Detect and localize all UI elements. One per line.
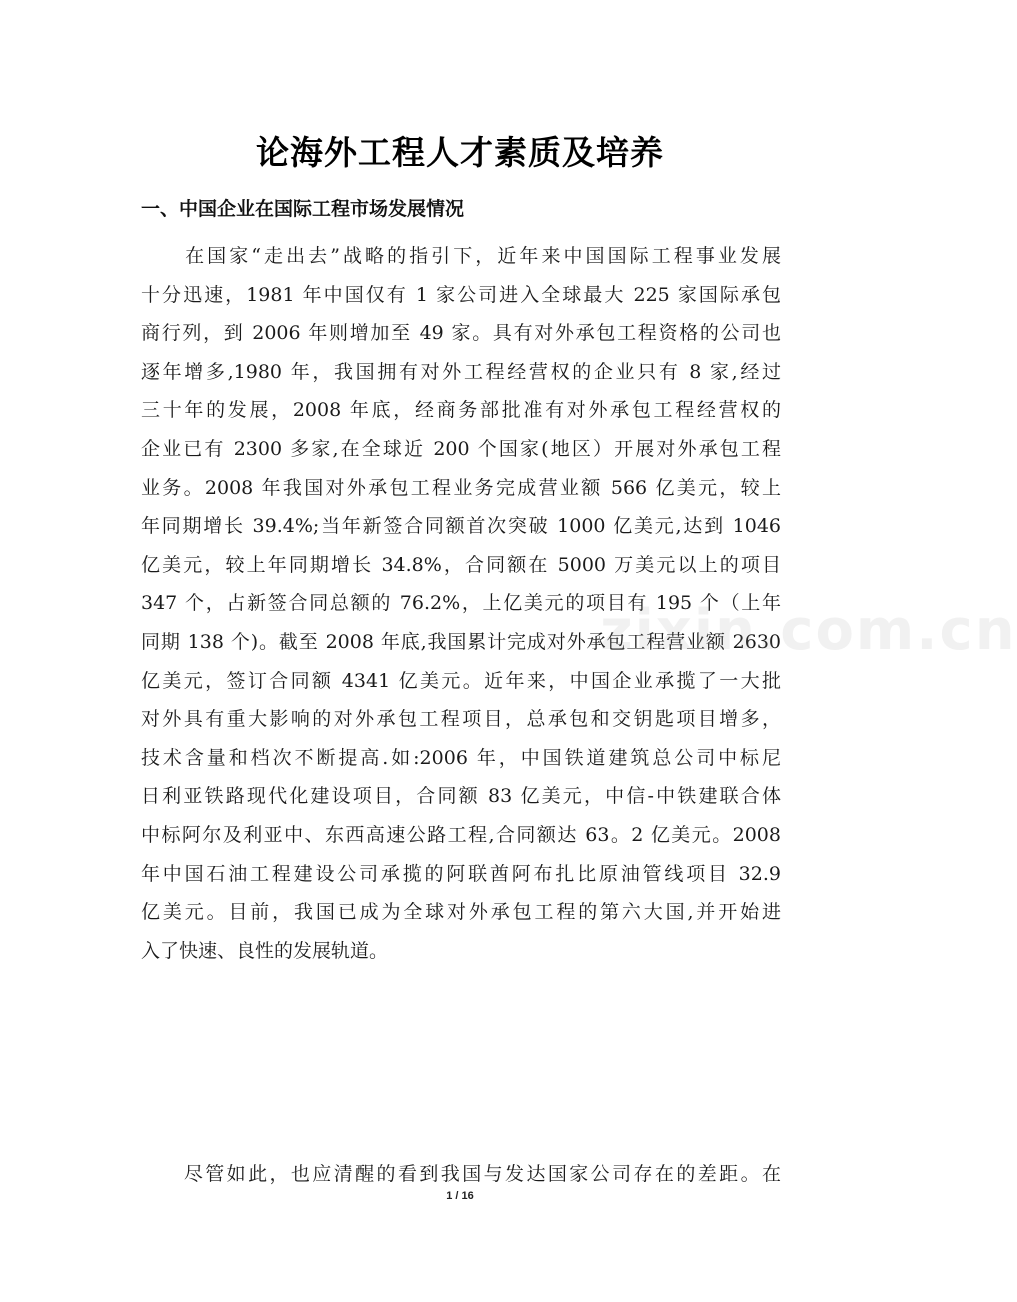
- paragraph-1: [141, 237, 781, 970]
- section-heading: 一、中国企业在国际工程市场发展情况: [141, 198, 465, 220]
- paragraph-line: 亿美元。目前，我国已成为全球对外承包工程的第六大国,并开始进: [141, 901, 781, 924]
- paragraph-line: 同期 138 个)。截至 2008 年底,我国累计完成对外承包工程营业额 2630: [141, 630, 781, 653]
- paragraph-line: 对外具有重大影响的对外承包工程项目，总承包和交钥匙项目增多，: [141, 708, 781, 731]
- paragraph-line: 尽管如此，也应清醒的看到我国与发达国家公司存在的差距。在: [141, 1163, 781, 1185]
- paragraph-line: 亿美元，签订合同额 4341 亿美元。近年来，中国企业承揽了一大批: [141, 669, 781, 692]
- paragraph-line: 年同期增长 39.4%;当年新签合同额首次突破 1000 亿美元,达到 1046: [141, 515, 781, 538]
- paragraph-line: 技术含量和档次不断提高.如:2006 年，中国铁道建筑总公司中标尼: [141, 746, 781, 769]
- paragraph-line: 亿美元，较上年同期增长 34.8%，合同额在 5000 万美元以上的项目: [141, 553, 781, 576]
- paragraph-line: 三十年的发展，2008 年底，经商务部批准有对外承包工程经营权的: [141, 399, 781, 422]
- paragraph-line: 业务。2008 年我国对外承包工程业务完成营业额 566 亿美元，较上: [141, 476, 781, 499]
- paragraph-2: [141, 1155, 781, 1194]
- paragraph-line: 企业已有 2300 多家,在全球近 200 个国家(地区）开展对外承包工程: [141, 437, 781, 460]
- paragraph-line: 入了快速、良性的发展轨道。: [141, 939, 389, 962]
- paragraph-line: 逐年增多,1980 年，我国拥有对外工程经营权的企业只有 8 家,经过: [141, 360, 781, 383]
- paragraph-line: 商行列，到 2006 年则增加至 49 家。具有对外承包工程资格的公司也: [141, 322, 781, 345]
- paragraph-line: 在国家“走出去”战略的指引下，近年来中国国际工程事业发展: [141, 245, 781, 267]
- paragraph-line: 十分迅速，1981 年中国仅有 1 家公司进入全球最大 225 家国际承包: [141, 283, 781, 306]
- paragraph-line: 347 个，占新签合同总额的 76.2%，上亿美元的项目有 195 个（上年: [141, 592, 781, 615]
- document-title: 论海外工程人才素质及培养: [256, 133, 664, 172]
- paragraph-line: 年中国石油工程建设公司承揽的阿联酋阿布扎比原油管线项目 32.9: [141, 862, 781, 885]
- paragraph-line: 中标阿尔及利亚中、东西高速公路工程,合同额达 63。2 亿美元。2008: [141, 823, 781, 846]
- watermark: zixin.com.cn: [600, 598, 1017, 663]
- page-number: 1 / 16: [446, 1190, 474, 1202]
- paragraph-line: 日利亚铁路现代化建设项目，合同额 83 亿美元，中信-中铁建联合体: [141, 785, 781, 808]
